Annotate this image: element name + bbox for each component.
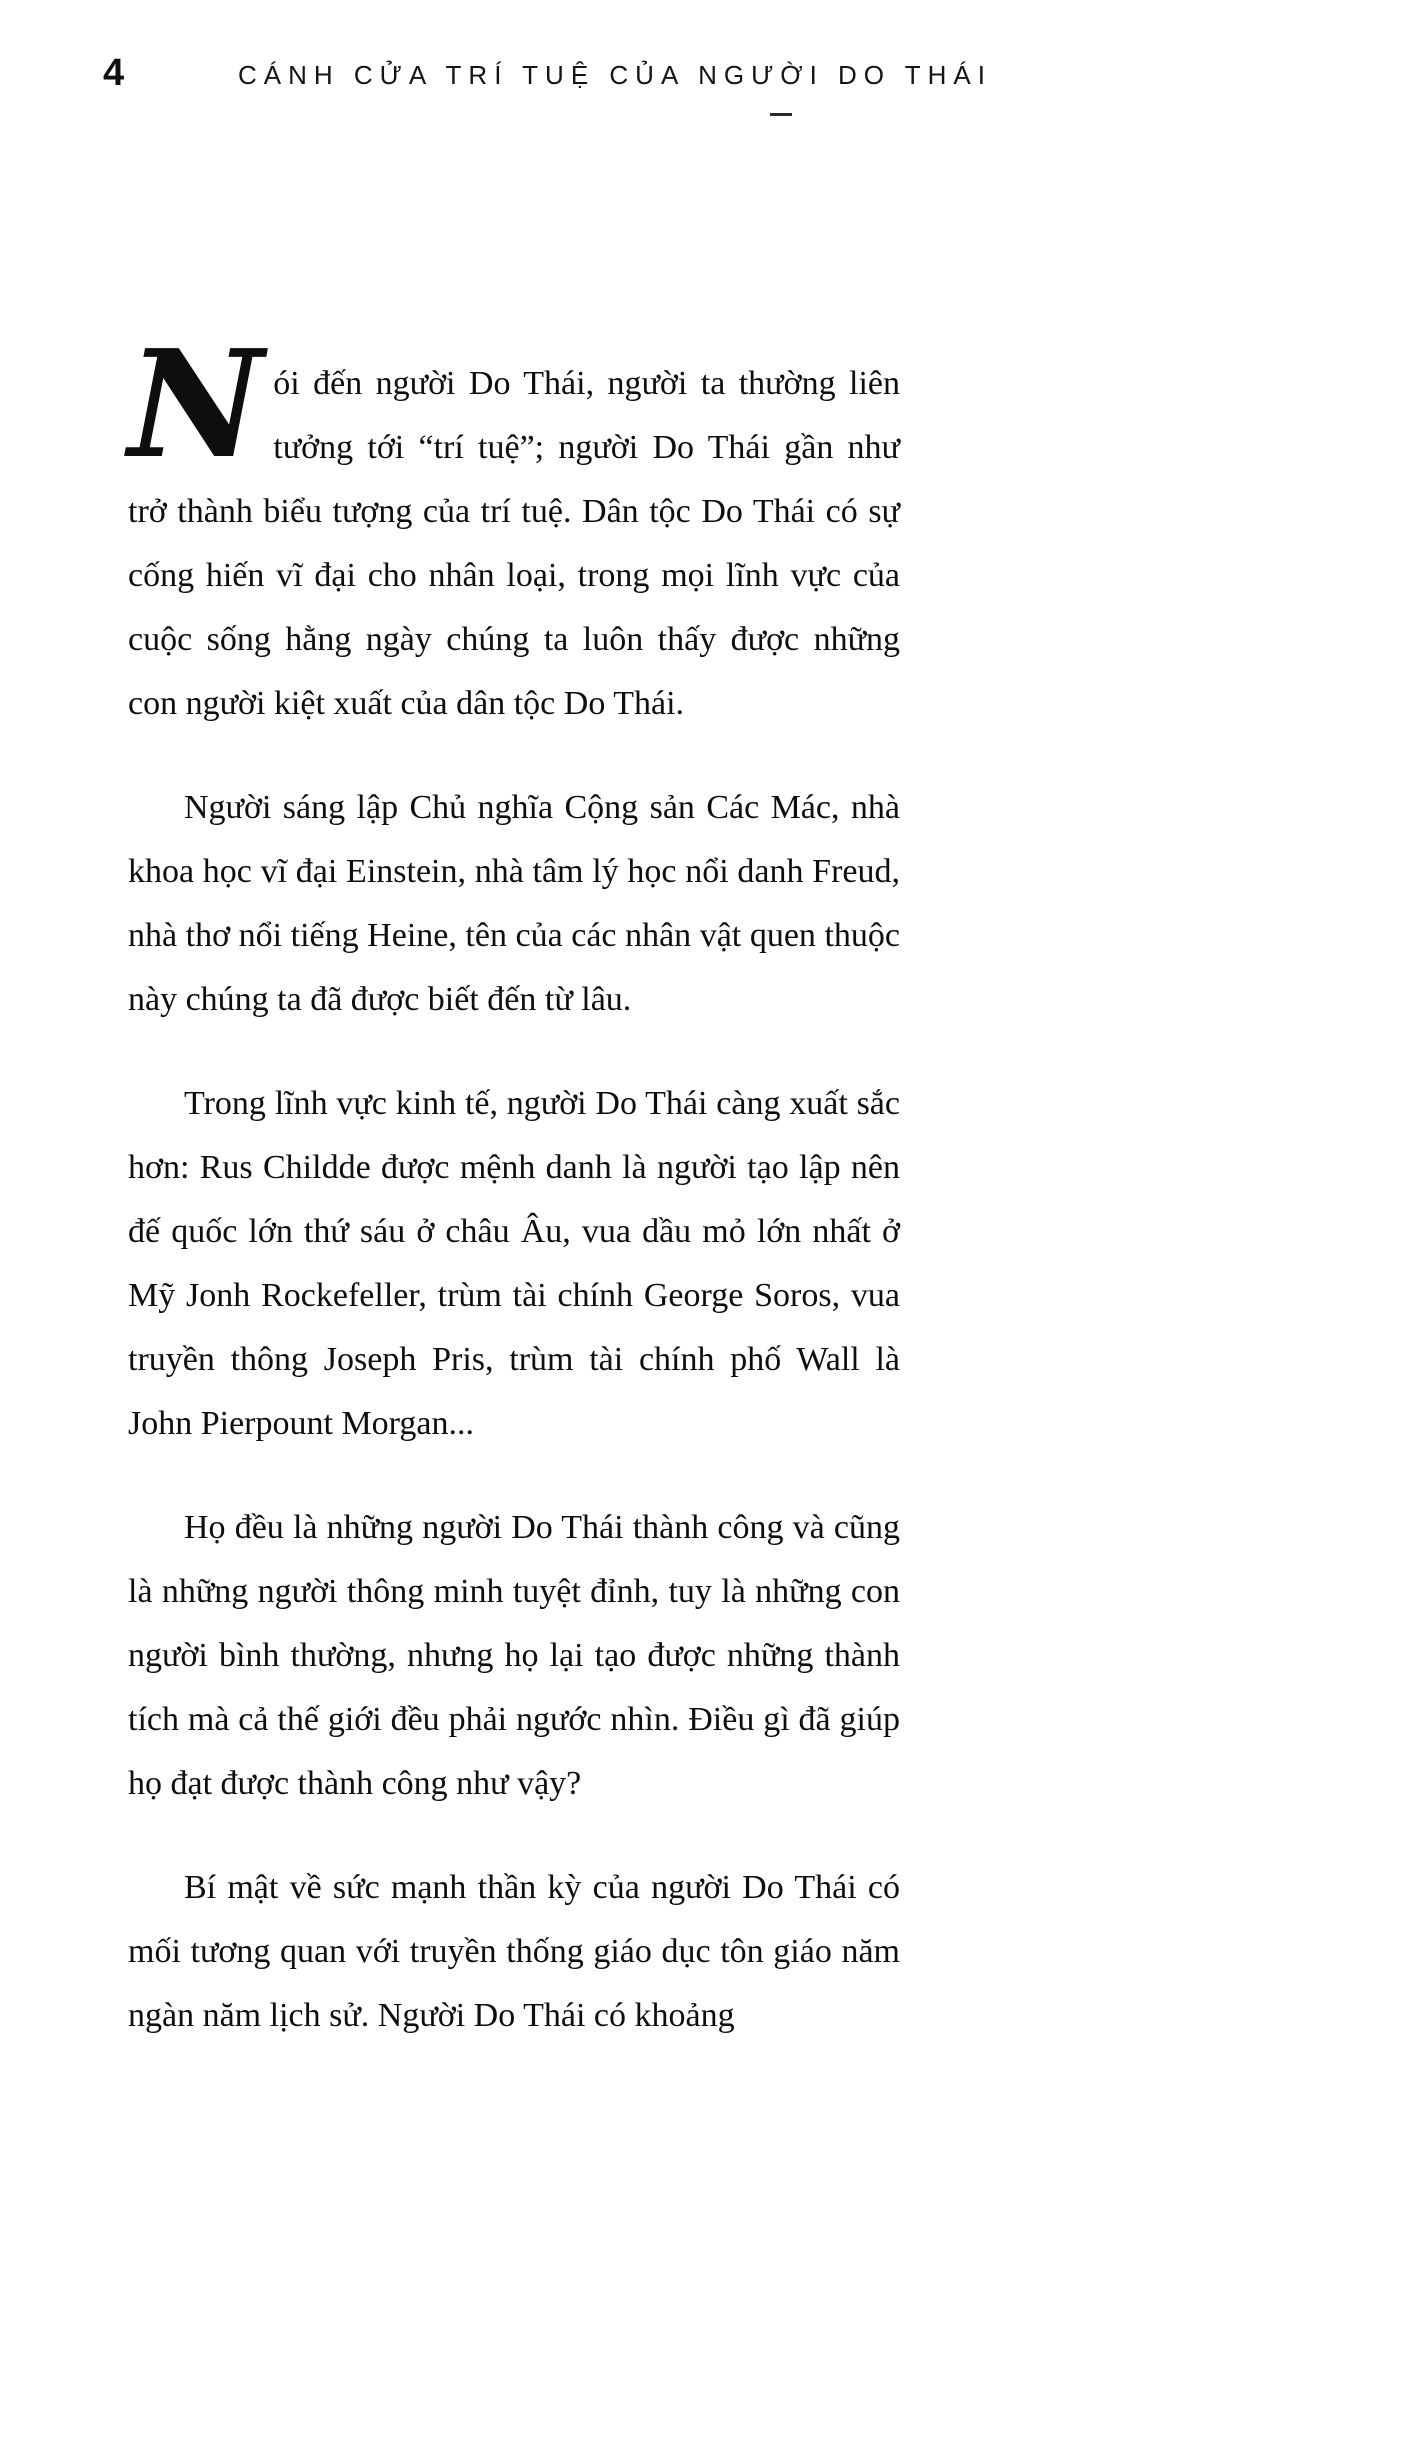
body-text — [128, 317, 900, 2088]
drop-cap-initial: N — [128, 317, 264, 491]
paragraph-4: Họ đều là những người Do Thái thành công và cũng là những người thông minh tuyệt đỉnh, tuy là những con người bình thường, nhưng họ lại tạo được những thành tích mà cả thế giới đều phải ngước nhìn. Điều gì đã giúp họ đạt được thành công như vậy? — [128, 1509, 900, 1802]
paragraph-1-text: ói đến người Do Thái, người ta thường liên tưởng tới “trí tuệ”; người Do Thái gần như trở thành biểu tượng của trí tuệ. Dân tộc Do Thái có sự cống hiến vĩ đại cho nhân loại, trong mọi lĩnh vực của cuộc sống hằng ngày chúng ta luôn thấy được những con người kiệt xuất của dân tộc Do Thái. — [128, 365, 900, 722]
running-title: CÁNH CỬA TRÍ TUỆ CỦA NGƯỜI DO THÁI — [238, 60, 993, 90]
page-number: 4 — [103, 52, 125, 94]
paragraph-2: Người sáng lập Chủ nghĩa Cộng sản Các Mác, nhà khoa học vĩ đại Einstein, nhà tâm lý học nổi danh Freud, nhà thơ nổi tiếng Heine, tên của các nhân vật quen thuộc này chúng ta đã được biết đến từ lâu. — [128, 789, 900, 1018]
paragraph-1 — [128, 317, 900, 736]
paragraph-5: Bí mật về sức mạnh thần kỳ của người Do Thái có mối tương quan với truyền thống giáo dục tôn giáo năm ngàn năm lịch sử. Người Do Thái có khoảng — [128, 1869, 900, 2034]
header-dash — [770, 113, 792, 116]
paragraph-3: Trong lĩnh vực kinh tế, người Do Thái càng xuất sắc hơn: Rus Childde được mệnh danh là người tạo lập nên đế quốc lớn thứ sáu ở châu Âu, vua dầu mỏ lớn nhất ở Mỹ Jonh Rockefeller, trùm tài chính George Soros, vua truyền thông Joseph Pris, trùm tài chính phố Wall là John Pierpount Morgan... — [128, 1085, 900, 1442]
